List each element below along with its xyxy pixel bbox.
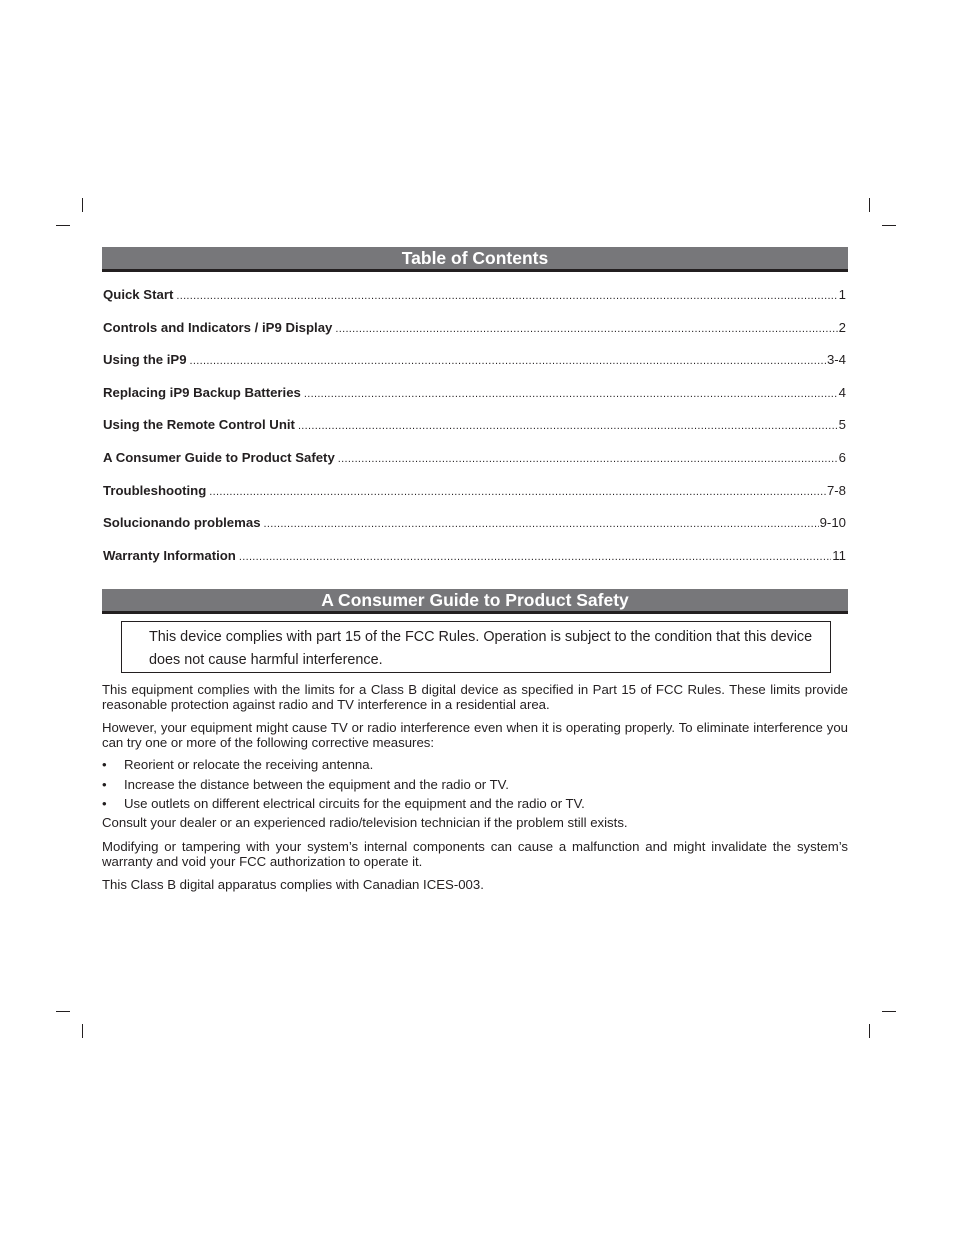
toc-leader-dots [264, 518, 819, 530]
toc-entry-title: Using the Remote Control Unit [103, 417, 295, 433]
crop-mark-top-right-h [882, 225, 896, 226]
toc-leader-dots [335, 323, 837, 335]
body-paragraph [102, 721, 848, 750]
list-item [102, 777, 848, 797]
bullet-icon: • [102, 796, 107, 812]
toc-row[interactable] [103, 450, 846, 483]
crop-mark-top-right-v [869, 198, 870, 212]
paragraph-interference: However, your equipment might cause TV or radio interference even when it is operating properly. To eliminate interference you can try one or more of the following corrective measures: [102, 720, 848, 750]
list-item-text: Reorient or relocate the receiving antenna. [124, 757, 374, 772]
toc-row[interactable] [103, 320, 846, 353]
toc-entry-title: Warranty Information [103, 547, 236, 563]
toc-entry-title: Troubleshooting [103, 482, 207, 498]
crop-mark-top-left-h [56, 225, 70, 226]
toc-entry-page: 2 [838, 319, 846, 335]
body-paragraph [102, 683, 848, 712]
body-paragraph [102, 878, 848, 893]
toc-row[interactable] [103, 515, 846, 548]
toc-entry-page: 7-8 [826, 482, 846, 498]
paragraph-class-b-limits: This equipment complies with the limits for a Class B digital device as specified in Part 15 of FCC Rules. These limits provide reasonable protection against radio and TV interference in a residential area. [102, 682, 848, 712]
toc-list [103, 287, 846, 580]
toc-row[interactable] [103, 417, 846, 450]
toc-row[interactable] [103, 483, 846, 516]
toc-heading: Table of Contents [102, 247, 848, 272]
toc-entry-title: Replacing iP9 Backup Batteries [103, 384, 301, 400]
bullet-icon: • [102, 776, 107, 792]
paragraph-consult-dealer: Consult your dealer or an experienced radio/television technician if the problem still exists. [102, 815, 628, 830]
toc-row[interactable] [103, 385, 846, 418]
crop-mark-bottom-left-v [82, 1024, 83, 1038]
corrective-measures-list [102, 757, 848, 816]
list-item [102, 757, 848, 777]
crop-mark-bottom-right-h [882, 1011, 896, 1012]
toc-row[interactable] [103, 352, 846, 385]
fcc-notice-text: This device complies with part 15 of the FCC Rules. Operation is subject to the condition that this device does not cause harmful interference. [149, 629, 813, 668]
toc-leader-dots [176, 290, 837, 302]
toc-entry-title: Solucionando problemas [103, 515, 261, 531]
toc-entry-page: 11 [832, 547, 846, 563]
toc-entry-page: 1 [838, 287, 846, 302]
crop-mark-bottom-left-h [56, 1011, 70, 1012]
paragraph-ices-003: This Class B digital apparatus complies with Canadian ICES-003. [102, 877, 484, 892]
toc-leader-dots [190, 355, 826, 367]
toc-leader-dots [298, 420, 838, 432]
toc-leader-dots [209, 486, 826, 498]
list-item [102, 796, 848, 816]
toc-entry-page: 3-4 [826, 352, 846, 368]
toc-entry-title: Quick Start [103, 287, 174, 302]
toc-row[interactable] [103, 548, 846, 581]
crop-mark-bottom-right-v [869, 1024, 870, 1038]
safety-heading: A Consumer Guide to Product Safety [102, 589, 848, 614]
toc-entry-page: 4 [838, 384, 846, 400]
toc-leader-dots [304, 388, 838, 400]
body-paragraph [102, 840, 848, 869]
toc-entry-page: 9-10 [819, 515, 846, 531]
list-item-text: Use outlets on different electrical circuits for the equipment and the radio or TV. [124, 796, 585, 812]
toc-entry-title: A Consumer Guide to Product Safety [103, 449, 335, 465]
toc-entry-page: 6 [838, 449, 846, 465]
toc-row[interactable] [103, 287, 846, 320]
toc-leader-dots [338, 453, 838, 465]
toc-entry-page: 5 [838, 417, 846, 433]
body-paragraph [102, 816, 848, 831]
bullet-icon: • [102, 757, 107, 772]
paragraph-tampering: Modifying or tampering with your system’s internal components can cause a malfunction and might invalidate the system’s warranty and void your FCC authorization to operate it. [102, 839, 848, 869]
crop-mark-top-left-v [82, 198, 83, 212]
fcc-notice-box [121, 621, 831, 673]
toc-entry-title: Controls and Indicators / iP9 Display [103, 319, 333, 335]
toc-entry-title: Using the iP9 [103, 352, 187, 368]
toc-leader-dots [239, 551, 831, 563]
list-item-text: Increase the distance between the equipment and the radio or TV. [124, 776, 509, 792]
